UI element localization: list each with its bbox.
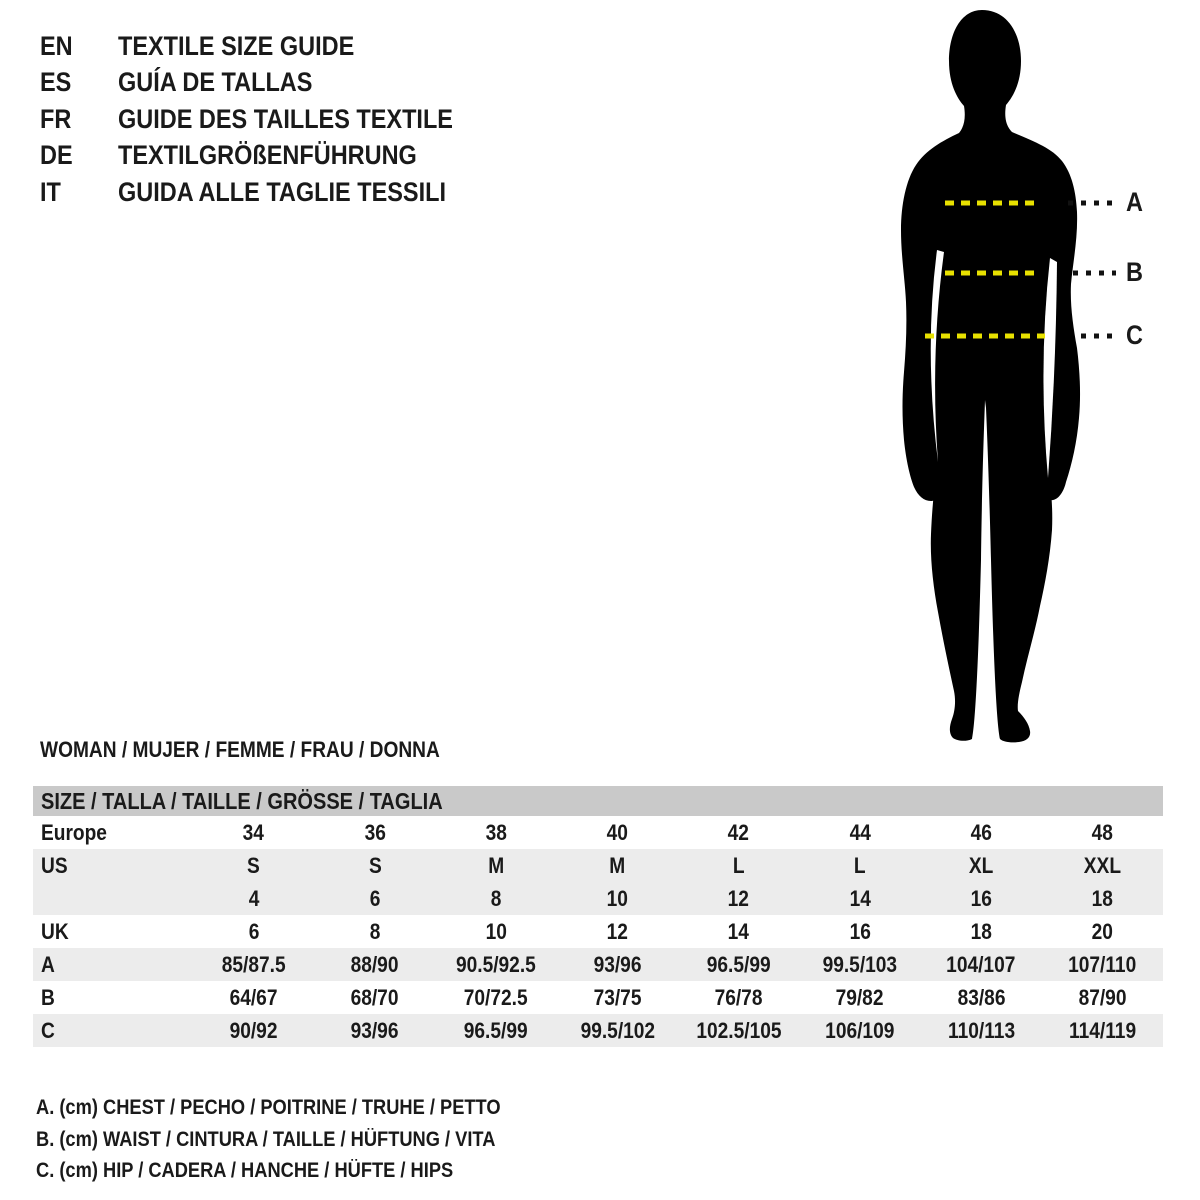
size-cell: 18	[1091, 886, 1114, 911]
size-cell: 36	[364, 820, 386, 845]
row-label	[33, 882, 193, 915]
size-cell: 40	[606, 820, 629, 845]
size-cell: 99.5/102	[580, 1018, 655, 1043]
table-row	[33, 981, 1163, 1014]
size-cell: XXL	[1083, 853, 1121, 878]
size-cell: L	[854, 853, 866, 878]
size-cell: 6	[369, 886, 381, 911]
row-label: B	[41, 985, 55, 1010]
size-cell: 18	[970, 919, 992, 944]
language-title: TEXTILE SIZE GUIDE	[118, 30, 355, 61]
size-cell: 93/96	[350, 1018, 399, 1043]
marker-b-label: B	[1126, 257, 1143, 287]
table-row	[33, 849, 1163, 882]
legend-line: C. (cm) HIP / CADERA / HANCHE / HÜFTE / HIPS	[36, 1159, 454, 1182]
size-cell: 104/107	[946, 952, 1016, 977]
size-cell: 16	[849, 919, 871, 944]
size-cell: 76/78	[714, 985, 763, 1010]
size-cell: 83/86	[957, 985, 1006, 1010]
table-row	[33, 915, 1163, 948]
size-cell: 42	[727, 820, 750, 845]
language-title: GUIDA ALLE TAGLIE TESSILI	[118, 176, 446, 207]
language-row	[40, 65, 503, 102]
size-cell: 90.5/92.5	[456, 952, 537, 977]
size-cell: 96.5/99	[706, 952, 771, 977]
size-cell: 8	[369, 919, 381, 944]
size-cell: 102.5/105	[696, 1018, 782, 1043]
size-cell: XL	[968, 853, 994, 878]
legend-line: B. (cm) WAIST / CINTURA / TAILLE / HÜFTUNG / VITA	[36, 1127, 496, 1151]
language-title: GUIDE DES TAILLES TEXTILE	[118, 103, 453, 134]
size-cell: M	[488, 853, 505, 878]
size-cell: 48	[1091, 820, 1114, 845]
size-cell: 68/70	[350, 985, 399, 1010]
table-row	[33, 882, 1163, 915]
size-cell: 106/109	[825, 1018, 895, 1043]
table-row	[33, 1014, 1163, 1047]
size-cell: 34	[242, 820, 265, 845]
size-cell: 6	[248, 919, 259, 944]
language-row	[40, 28, 503, 65]
language-code: EN	[40, 30, 73, 61]
woman-silhouette-figure	[860, 0, 1180, 770]
size-cell: 114/119	[1068, 1018, 1136, 1043]
language-list	[40, 28, 503, 211]
row-label: A	[41, 952, 55, 977]
size-cell: 10	[485, 919, 507, 944]
size-cell: 96.5/99	[464, 1018, 529, 1043]
size-cell: 88/90	[350, 952, 399, 977]
size-table-body	[33, 816, 1163, 1047]
size-cell: 8	[490, 886, 502, 911]
row-label: C	[41, 1018, 55, 1043]
language-code: ES	[40, 67, 72, 98]
measurement-figure	[860, 0, 1180, 770]
size-cell: L	[732, 853, 745, 878]
language-code: IT	[40, 176, 61, 207]
size-table	[33, 786, 1163, 1047]
size-cell: 70/72.5	[464, 985, 529, 1010]
language-row	[40, 138, 503, 175]
size-cell: 44	[849, 820, 871, 845]
measurement-legend	[36, 1092, 570, 1187]
language-title: GUÍA DE TALLAS	[118, 67, 313, 98]
language-code: DE	[40, 140, 73, 171]
gender-heading: WOMAN / MUJER / FEMME / FRAU / DONNA	[40, 737, 440, 762]
row-label: Europe	[41, 820, 107, 845]
size-cell: S	[247, 853, 261, 878]
size-cell: 12	[606, 919, 629, 944]
size-cell: 14	[849, 886, 871, 911]
size-cell: 110/113	[947, 1018, 1015, 1043]
size-cell: 90/92	[229, 1018, 278, 1043]
size-cell: 4	[248, 886, 259, 911]
size-cell: 12	[727, 886, 750, 911]
table-row	[33, 948, 1163, 981]
size-cell: 46	[970, 820, 992, 845]
language-row	[40, 174, 503, 211]
row-label: UK	[41, 919, 69, 944]
marker-c-label: C	[1126, 320, 1143, 350]
size-table-header: SIZE / TALLA / TAILLE / GRÖSSE / TAGLIA	[33, 786, 1163, 816]
marker-a-label: A	[1126, 187, 1143, 217]
size-cell: 14	[727, 919, 750, 944]
size-cell: 20	[1091, 919, 1114, 944]
size-cell: M	[609, 853, 626, 878]
size-cell: 99.5/103	[822, 952, 898, 977]
size-cell: S	[368, 853, 382, 878]
size-cell: 87/90	[1078, 985, 1127, 1010]
size-cell: 64/67	[229, 985, 278, 1010]
table-row	[33, 816, 1163, 849]
size-cell: 73/75	[593, 985, 642, 1010]
language-title: TEXTILGRÖßENFÜHRUNG	[118, 140, 417, 171]
size-cell: 107/110	[1068, 952, 1137, 977]
size-cell: 16	[970, 886, 992, 911]
feet-gap-notch	[977, 702, 993, 742]
language-row	[40, 101, 503, 138]
size-cell: 10	[606, 886, 629, 911]
size-cell: 85/87.5	[221, 952, 286, 977]
language-code: FR	[40, 103, 72, 134]
row-label: US	[41, 853, 68, 878]
size-cell: 38	[485, 820, 507, 845]
size-cell: 79/82	[835, 985, 884, 1010]
legend-line: A. (cm) CHEST / PECHO / POITRINE / TRUHE / PETTO	[36, 1096, 501, 1119]
size-cell: 93/96	[593, 952, 642, 977]
